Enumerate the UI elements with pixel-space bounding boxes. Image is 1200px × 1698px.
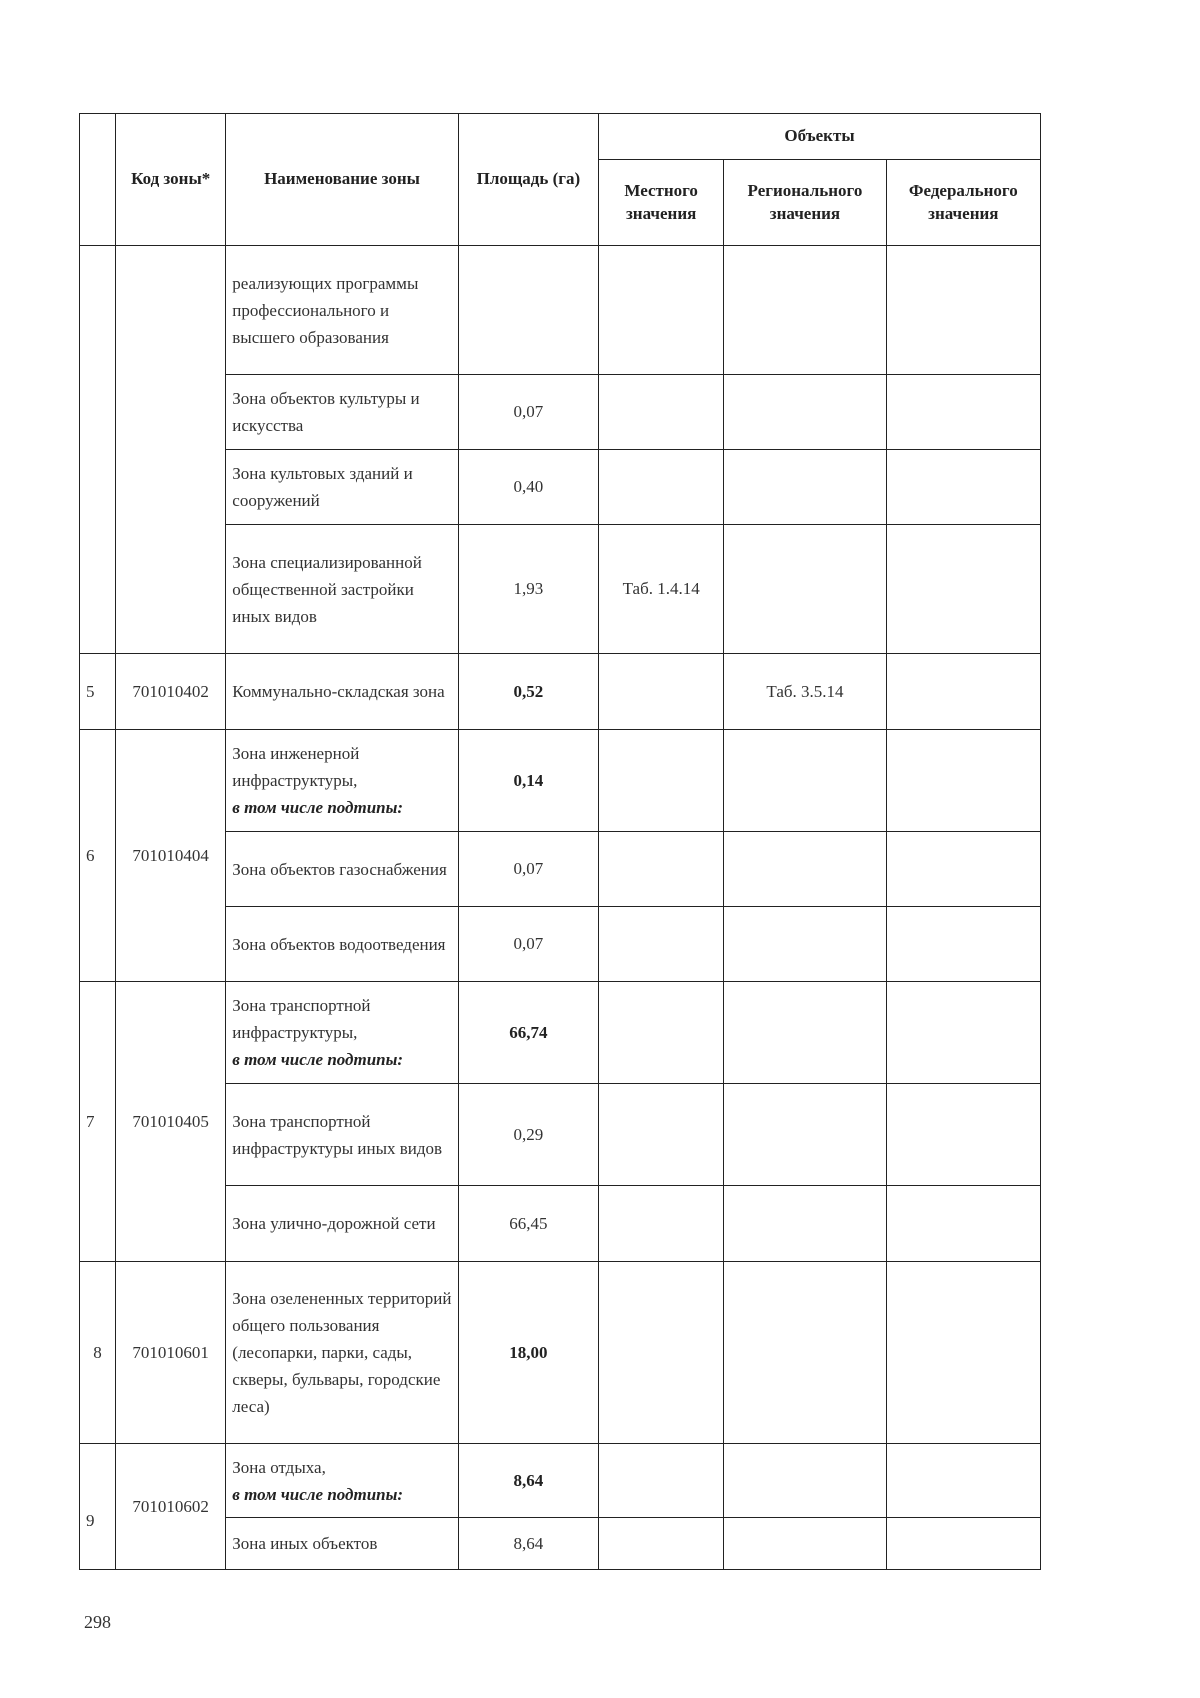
local-objects (599, 1444, 724, 1518)
table-row (80, 730, 1041, 832)
table-row (80, 982, 1041, 1084)
zone-name-text: Зона отдыха, (232, 1457, 326, 1477)
zone-code: 701010404 (116, 730, 226, 982)
zone-area: 0,07 (458, 907, 598, 982)
zone-name: реализующих программы профессионального и высшего образования (226, 246, 458, 375)
zone-code: 701010601 (116, 1262, 226, 1444)
table-row (80, 1444, 1041, 1518)
zone-area (458, 246, 598, 375)
zone-name: Зона объектов культуры и искусства (226, 375, 458, 450)
table-row (80, 246, 1041, 375)
zone-name: Зона специализированной общественной застройки иных видов (226, 525, 458, 654)
local-objects (599, 450, 724, 525)
page-number: 298 (84, 1612, 111, 1632)
subtypes-note: в том числе подтипы: (232, 1484, 404, 1504)
zone-code: 701010602 (116, 1444, 226, 1570)
zone-area: 8,64 (458, 1518, 598, 1570)
header-regional-significance: Регионального значения (724, 160, 886, 246)
federal-objects (886, 1262, 1040, 1444)
federal-objects (886, 375, 1040, 450)
regional-objects (724, 1186, 886, 1262)
local-objects (599, 246, 724, 375)
federal-objects (886, 1444, 1040, 1518)
regional-objects (724, 450, 886, 525)
zone-name: Зона транспортной инфраструктуры иных видов (226, 1084, 458, 1186)
regional-objects (724, 1262, 886, 1444)
row-number: 8 (80, 1262, 116, 1444)
zone-area: 0,40 (458, 450, 598, 525)
zone-area: 18,00 (458, 1262, 598, 1444)
zones-table (79, 113, 1041, 1570)
regional-objects (724, 730, 886, 832)
zone-name: Зона культовых зданий и сооружений (226, 450, 458, 525)
local-objects (599, 1262, 724, 1444)
zone-area: 1,93 (458, 525, 598, 654)
zone-name: Зона объектов газоснабжения (226, 832, 458, 907)
row-number: 7 (80, 982, 116, 1262)
header-num-cell (80, 114, 116, 246)
federal-objects (886, 982, 1040, 1084)
zone-name: Зона улично-дорожной сети (226, 1186, 458, 1262)
federal-objects (886, 450, 1040, 525)
table-row (80, 1262, 1041, 1444)
row-number: 9 (80, 1444, 116, 1570)
zone-area: 0,14 (458, 730, 598, 832)
subtypes-note: в том числе подтипы: (232, 798, 404, 817)
local-objects (599, 730, 724, 832)
federal-objects (886, 1186, 1040, 1262)
header-federal-significance: Федерального значения (886, 160, 1040, 246)
zone-name: Зона иных объектов (226, 1518, 458, 1570)
table-row (80, 654, 1041, 730)
federal-objects (886, 832, 1040, 907)
zone-name-text: Зона инженерной инфраструктуры, (232, 744, 360, 790)
zone-area: 66,74 (458, 982, 598, 1084)
regional-objects (724, 375, 886, 450)
zone-area: 0,07 (458, 375, 598, 450)
federal-objects (886, 246, 1040, 375)
federal-objects (886, 654, 1040, 730)
zone-code: 701010405 (116, 982, 226, 1262)
zone-name (226, 982, 458, 1084)
row-number: 5 (80, 654, 116, 730)
code-cell-continued (116, 246, 226, 654)
federal-objects (886, 525, 1040, 654)
local-objects (599, 1186, 724, 1262)
local-objects: Таб. 1.4.14 (599, 525, 724, 654)
zone-area: 0,52 (458, 654, 598, 730)
zone-name-text: Зона транспортной инфраструктуры, (232, 996, 371, 1042)
regional-objects (724, 246, 886, 375)
regional-objects (724, 982, 886, 1084)
zone-name (226, 730, 458, 832)
regional-objects (724, 907, 886, 982)
local-objects (599, 1084, 724, 1186)
zone-name: Коммунально-складская зона (226, 654, 458, 730)
header-local-significance: Местного значения (599, 160, 724, 246)
zone-name: Зона озелененных территорий общего пользования (лесопарки, парки, сады, скверы, бульвары, городские леса) (226, 1262, 458, 1444)
header-objects: Объекты (599, 114, 1041, 160)
regional-objects (724, 1444, 886, 1518)
regional-objects (724, 525, 886, 654)
zone-name: Зона объектов водоотведения (226, 907, 458, 982)
num-cell-continued (80, 246, 116, 654)
federal-objects (886, 1084, 1040, 1186)
regional-objects (724, 832, 886, 907)
local-objects (599, 982, 724, 1084)
header-area: Площадь (га) (458, 114, 598, 246)
zone-name (226, 1444, 458, 1518)
header-zone-code: Код зоны* (116, 114, 226, 246)
zone-area: 8,64 (458, 1444, 598, 1518)
local-objects (599, 907, 724, 982)
zone-area: 0,29 (458, 1084, 598, 1186)
federal-objects (886, 907, 1040, 982)
header-zone-name: Наименование зоны (226, 114, 458, 246)
local-objects (599, 654, 724, 730)
regional-objects: Таб. 3.5.14 (724, 654, 886, 730)
row-number: 6 (80, 730, 116, 982)
local-objects (599, 1518, 724, 1570)
subtypes-note: в том числе подтипы: (232, 1050, 404, 1069)
zone-code: 701010402 (116, 654, 226, 730)
zone-area: 66,45 (458, 1186, 598, 1262)
federal-objects (886, 1518, 1040, 1570)
federal-objects (886, 730, 1040, 832)
regional-objects (724, 1518, 886, 1570)
zone-area: 0,07 (458, 832, 598, 907)
local-objects (599, 832, 724, 907)
local-objects (599, 375, 724, 450)
regional-objects (724, 1084, 886, 1186)
